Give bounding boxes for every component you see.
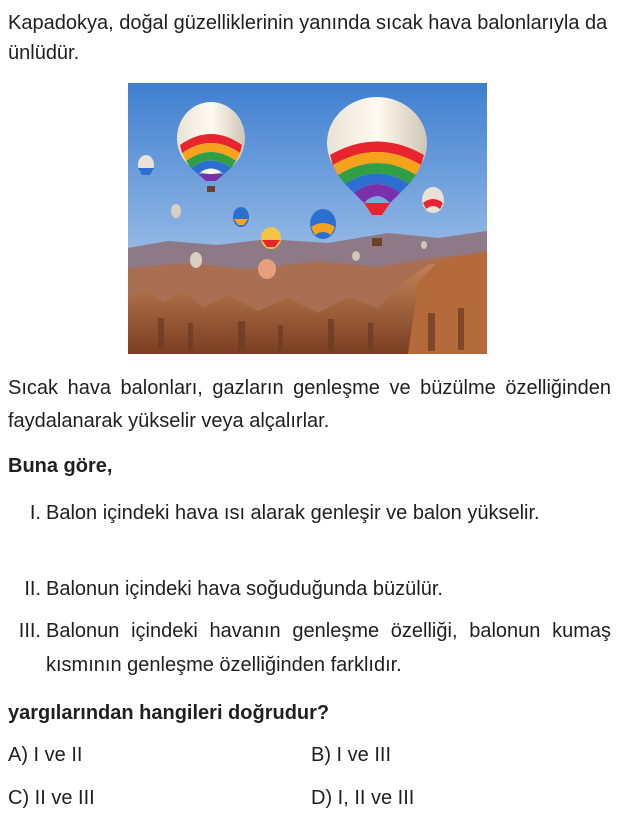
option-d[interactable]: D) I, II ve III — [311, 787, 415, 809]
option-c[interactable]: C) II ve III — [8, 787, 95, 809]
statement-text: Balonun içindeki hava soğuduğunda büzülür. — [46, 578, 443, 600]
statement-2 — [8, 572, 611, 606]
statement-number: I. — [29, 502, 41, 524]
statement-1 — [8, 496, 611, 530]
option-b[interactable]: B) I ve III — [311, 744, 392, 766]
explanation-paragraph: Sıcak hava balonları, gazların genleşme ve büzülme özelliğinden faydalanarak yükselir veya alçalırlar. — [8, 377, 611, 432]
intro-text: Kapadokya, doğal güzelliklerinin yanında sıcak hava balonlarıyla da ünlüdür. — [8, 12, 608, 64]
statement-number: III. — [18, 620, 41, 642]
question-text: yargılarından hangileri doğrudur? — [8, 702, 330, 724]
balloons-photo — [128, 83, 487, 354]
lead-text: Buna göre, — [8, 455, 113, 477]
statement-text: Balonun içindeki havanın genleşme özelliği, balonun kumaş kısmının genleşme özelliğinden farklıdır. — [46, 620, 611, 676]
option-a[interactable]: A) I ve II — [8, 744, 83, 766]
hot-air-balloons-cappadocia-photo — [128, 83, 487, 354]
statement-text: Balon içindeki hava ısı alarak genleşir ve balon yükselir. — [46, 502, 540, 524]
statement-number: II. — [24, 578, 41, 600]
statement-3 — [8, 614, 611, 682]
